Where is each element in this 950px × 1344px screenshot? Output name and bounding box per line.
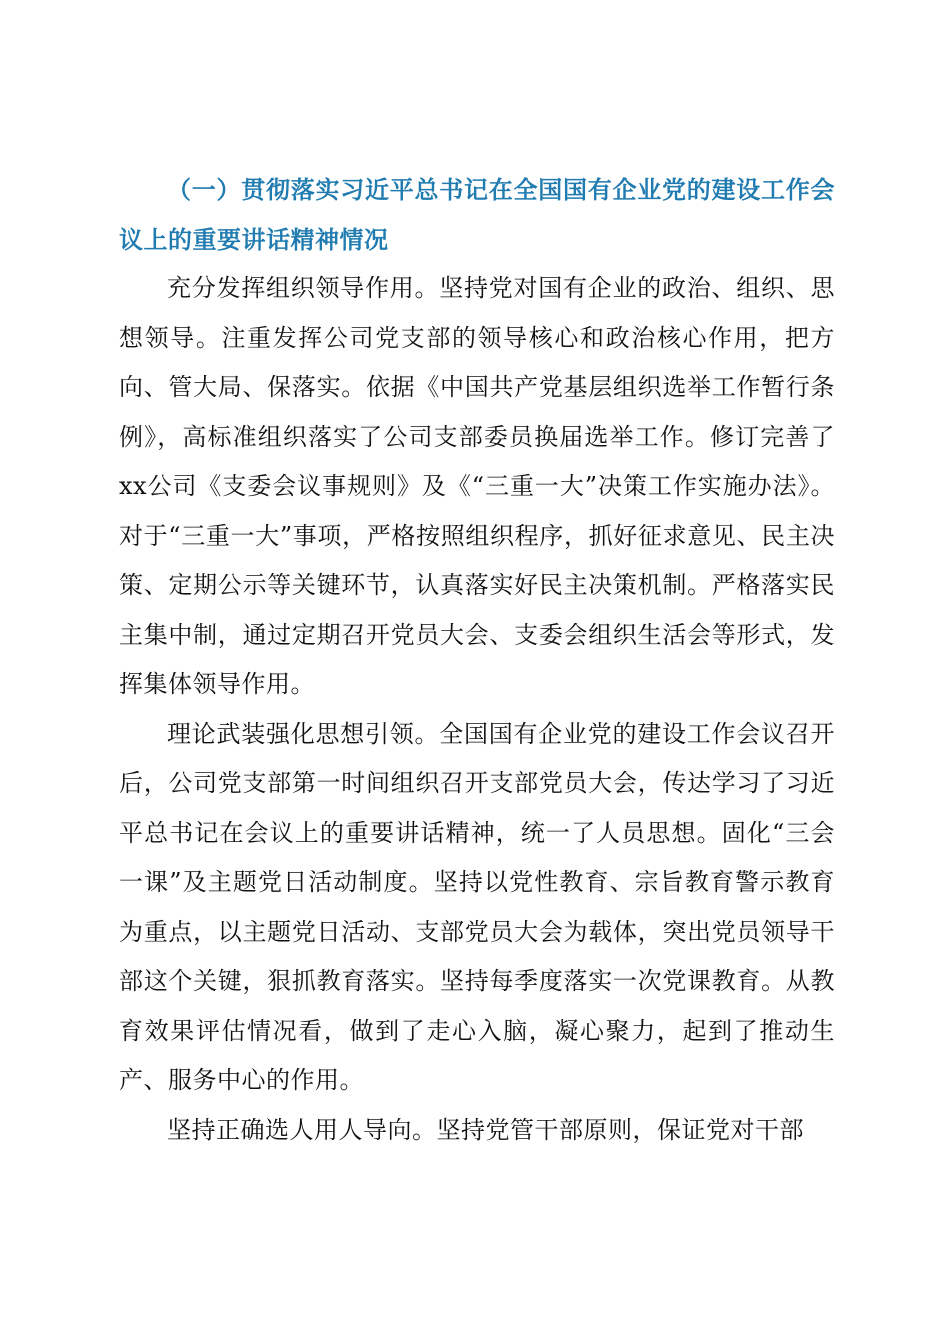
paragraph-theoretical-arming: 理论武装强化思想引领。全国国有企业党的建设工作会议召开后，公司党支部第一时间组织召开支部党员大会，传达学习了习近平总书记在会议上的重要讲话精神，统一了人员思想。固化“三会一课”及主题党日活动制度。坚持以党性教育、宗旨教育警示教育为重点，以主题党日活动、支部党员大会为载体，突出党员领导干部这个关键，狠抓教育落实。坚持每季度落实一次党课教育。从教育效果评估情况看，做到了走心入脑，凝心聚力，起到了推动生产、服务中心的作用。 — [119, 719, 835, 1094]
paragraph-personnel-selection: 坚持正确选人用人导向。坚持党管干部原则，保证党对干部 — [167, 1115, 804, 1144]
document-body — [119, 165, 835, 1155]
paragraph-organizational-leadership: 充分发挥组织领导作用。坚持党对国有企业的政治、组织、思想领导。注重发挥公司党支部的领导核心和政治核心作用，把方向、管大局、保落实。依据《中国共产党基层组织选举工作暂行条例》，高标准组织落实了公司支部委员换届选举工作。修订完善了xx公司《支委会议事规则》及《“三重一大”决策工作实施办法》。对于“三重一大”事项，严格按照组织程序，抓好征求意见、民主决策、定期公示等关键环节，认真落实好民主决策机制。严格落实民主集中制，通过定期召开党员大会、支委会组织生活会等形式，发挥集体领导作用。 — [119, 274, 835, 698]
section-heading: （一）贯彻落实习近平总书记在全国国有企业党的建设工作会议上的重要讲话精神情况 — [119, 175, 835, 254]
